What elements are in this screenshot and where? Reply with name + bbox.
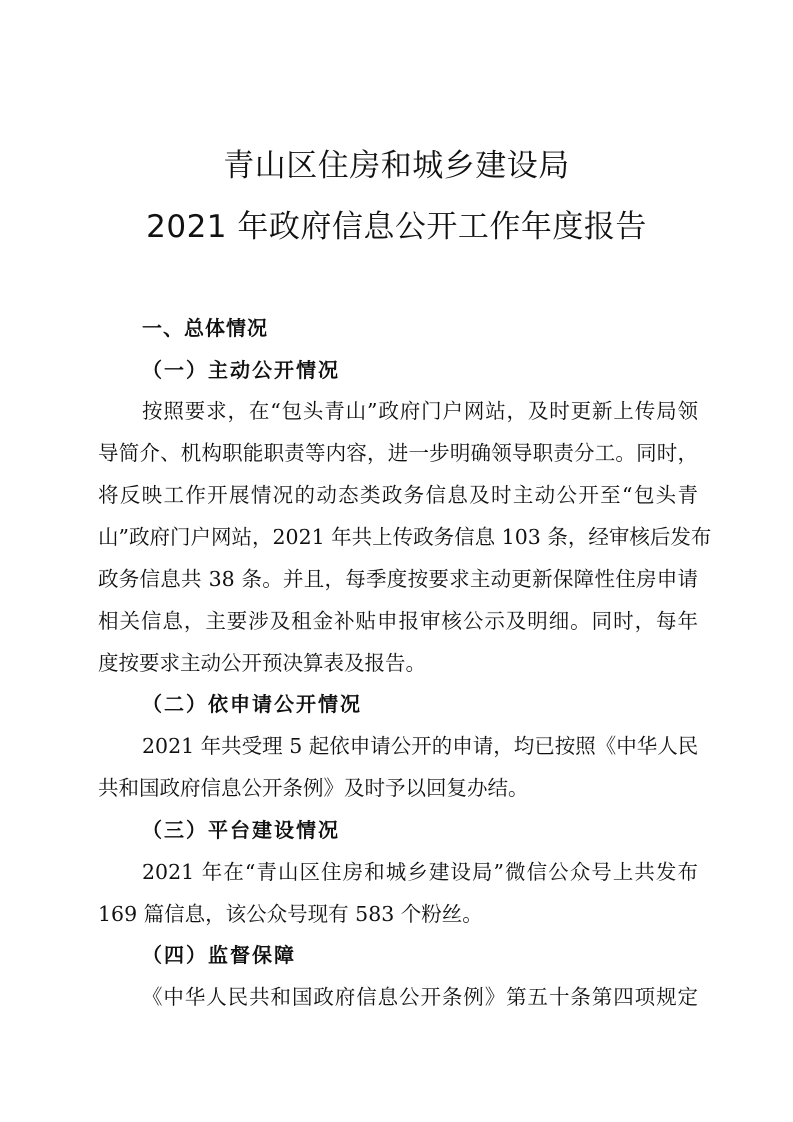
paragraph-line: 度按要求主动公开预决算表及报告。: [98, 651, 426, 675]
paragraph-line: 政务信息共 38 条。并且，每季度按要求主动更新保障性住房申请: [98, 567, 698, 591]
report-title-line-2: 2021 年政府信息公开工作年度报告: [146, 209, 647, 245]
report-title-line-1: 青山区住房和城乡建设局: [223, 148, 570, 184]
paragraph-line: 将反映工作开展情况的动态类政务信息及时主动公开至“包头青: [98, 483, 698, 507]
subsection-heading-proactive-disclosure: （一）主动公开情况: [142, 358, 340, 382]
subsection-heading-supervision: （四）监督保障: [142, 943, 296, 967]
paragraph-line: 2021 年共受理 5 起依申请公开的申请，均已按照《中华人民: [142, 734, 699, 758]
paragraph-line: 共和国政府信息公开条例》及时予以回复办结。: [98, 776, 529, 800]
paragraph-line: 导简介、机构职能职责等内容，进一步明确领导职责分工。同时，: [98, 441, 698, 465]
paragraph-line: 山”政府门户网站，2021 年共上传政务信息 103 条，经审核后发布: [98, 525, 712, 549]
subsection-heading-request-disclosure: （二）依申请公开情况: [142, 692, 362, 716]
paragraph-line: 相关信息，主要涉及租金补贴申报审核公示及明细。同时，每年: [98, 609, 698, 633]
paragraph-line: 2021 年在“青山区住房和城乡建设局”微信公众号上共发布: [142, 860, 698, 884]
paragraph-line: 《中华人民共和国政府信息公开条例》第五十条第四项规定: [142, 985, 698, 1009]
paragraph-line: 169 篇信息，该公众号现有 583 个粉丝。: [98, 902, 483, 926]
paragraph-line: 按照要求，在“包头青山”政府门户网站，及时更新上传局领: [142, 399, 698, 423]
subsection-heading-platform-construction: （三）平台建设情况: [142, 818, 340, 842]
section-heading-overview: 一、总体情况: [142, 316, 268, 340]
